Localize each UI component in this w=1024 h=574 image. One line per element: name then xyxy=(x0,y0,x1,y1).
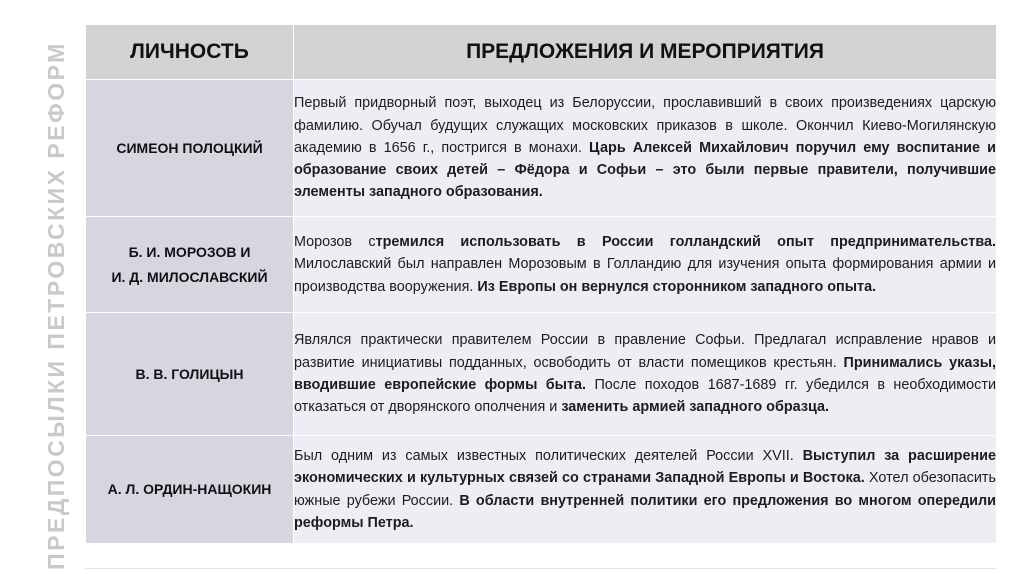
description-text: Являлся практически правителем России в правление Софьи. Предлагал исправление нравов и развитие инициативы подданных, освободить от власти помещиков крестьян. xyxy=(294,332,996,371)
bottom-divider xyxy=(85,568,997,569)
description-cell xyxy=(294,217,997,313)
reforms-table xyxy=(85,24,997,544)
description-text: После походов 1687-1689 гг. убедился в необходимости отказаться от дворянского ополчения и xyxy=(294,377,997,416)
description-bold-text: Из Европы он вернулся сторонником западного опыта. xyxy=(477,278,877,295)
description-cell xyxy=(294,313,997,436)
description-cell xyxy=(294,80,997,217)
person-name-line-1: Б. И. МОРОЗОВ И xyxy=(128,244,251,260)
table-row xyxy=(86,217,997,313)
person-name-line-2: И. Д. МИЛОСЛАВСКИЙ xyxy=(111,268,268,285)
description-text: Был одним из самых известных политических деятелей России XVII. xyxy=(294,447,794,464)
person-cell xyxy=(86,313,294,436)
description-bold-text: В области внутренней политики его предложения во многом опередили реформы Петра. xyxy=(294,492,996,531)
description-bold-text: Выступил за расширение экономических и культурных связей со странами Западной Европы и Востока. xyxy=(294,447,997,487)
person-name: СИМЕОН ПОЛОЦКИЙ xyxy=(116,139,263,156)
description-bold-text: Царь Алексей Михайлович поручил ему воспитание и образование своих детей – Фёдора и Софьи – это были первые правители, получившие элементы западного образования. xyxy=(294,139,996,201)
person-cell xyxy=(86,217,294,313)
person-name: А. Л. ОРДИН-НАЩОКИН xyxy=(107,481,272,498)
side-title-text: ПРЕДПОСЫЛКИ ПЕТРОВСКИХ РЕФОРМ xyxy=(42,40,69,570)
description-bold-text: тремился использовать в России голландский опыт предпринимательства. xyxy=(375,234,996,250)
description-cell xyxy=(294,436,997,544)
description-bold-text: заменить армией западного образца. xyxy=(561,399,830,416)
person-cell xyxy=(86,80,294,217)
description-bold-text: Принимались указы, вводившие европейские формы быта. xyxy=(294,354,997,393)
header-person: ЛИЧНОСТЬ xyxy=(86,25,294,80)
side-title xyxy=(36,40,76,570)
description-text: Первый придворный поэт, выходец из Белоруссии, прославивший в своих произведениях царскую фамилию. Обучал будущих служащих московских приказов в школе. Окончил Киево-Могилянскую академию в 1656 г., постригся в монахи. xyxy=(294,95,996,156)
person-name: В. В. ГОЛИЦЫН xyxy=(135,365,244,382)
person-cell xyxy=(86,436,294,544)
description-text: Милославский был направлен Морозовым в Голландию для изучения опыта формирования армии и производства вооружения. xyxy=(294,256,996,295)
table-header-row xyxy=(86,25,997,80)
header-proposals: ПРЕДЛОЖЕНИЯ И МЕРОПРИЯТИЯ xyxy=(294,25,997,80)
table-row xyxy=(86,313,997,436)
table-row xyxy=(86,80,997,217)
description-text: Морозов с xyxy=(294,234,376,250)
description-text: Хотел обезопасить южные рубежи России. xyxy=(294,470,997,509)
table-row xyxy=(86,436,997,544)
